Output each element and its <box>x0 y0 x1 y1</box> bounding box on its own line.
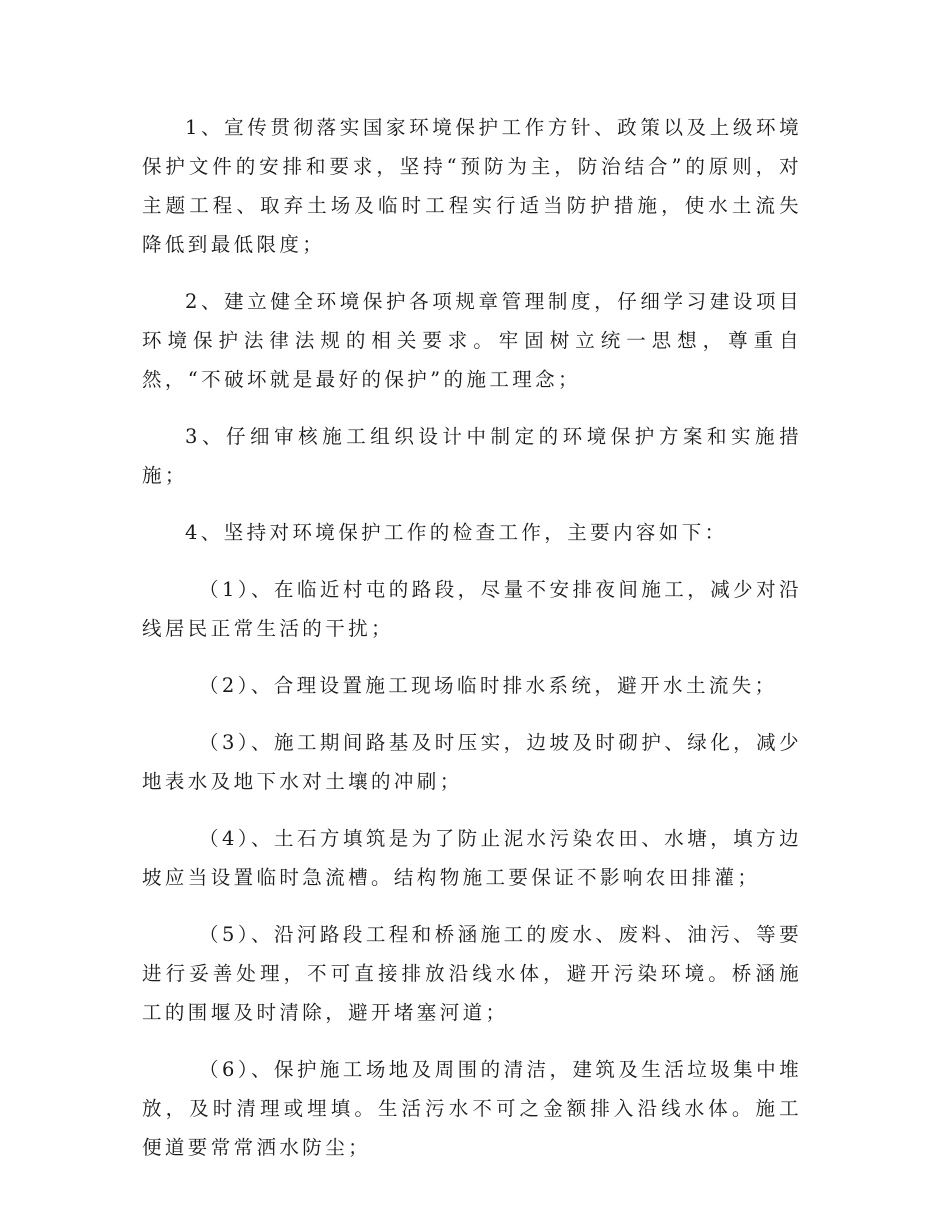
paragraph-3: 3、仔细审核施工组织设计中制定的环境保护方案和实施措施； <box>142 425 802 487</box>
paragraph-1: 1、宣传贯彻落实国家环境保护工作方针、政策以及上级环境保护文件的安排和要求，坚持“预防为主，防治结合”的原则，对主题工程、取弃土场及临时工程实行适当防护措施，使水土流失降低到最低限度； <box>142 116 802 256</box>
sub-item-5: （5）、沿河路段工程和桥涵施工的废水、废料、油污、等要进行妥善处理，不可直接排放沿线水体，避开污染环境。桥涵施工的围堰及时清除，避开堵塞河道； <box>142 923 802 1024</box>
sub-item-3: （3）、施工期间路基及时压实，边坡及时砌护、绿化，减少地表水及地下水对土壤的冲刷； <box>142 731 802 793</box>
sub-item-2: （2）、合理设置施工现场临时排水系统，避开水土流失； <box>199 674 778 697</box>
paragraph-4: 4、坚持对环境保护工作的检查工作，主要内容如下： <box>185 521 728 544</box>
document-body <box>142 108 802 1185</box>
sub-item-4: （4）、土石方填筑是为了防止泥水污染农田、水塘，填方边坡应当设置临时急流槽。结构物施工要保证不影响农田排灌； <box>142 827 802 889</box>
sub-item-1: （1）、在临近村屯的路段，尽量不安排夜间施工，减少对沿线居民正常生活的干扰； <box>142 578 802 640</box>
sub-item-6: （6）、保护施工场地及周围的清洁，建筑及生活垃圾集中堆放，及时清理或埋填。生活污水不可之金额排入沿线水体。施工便道要常常洒水防尘； <box>142 1058 802 1159</box>
paragraph-2: 2、建立健全环境保护各项规章管理制度，仔细学习建设项目环境保护法律法规的相关要求。牢固树立统一思想，尊重自然，“不破坏就是最好的保护”的施工理念； <box>142 290 802 391</box>
